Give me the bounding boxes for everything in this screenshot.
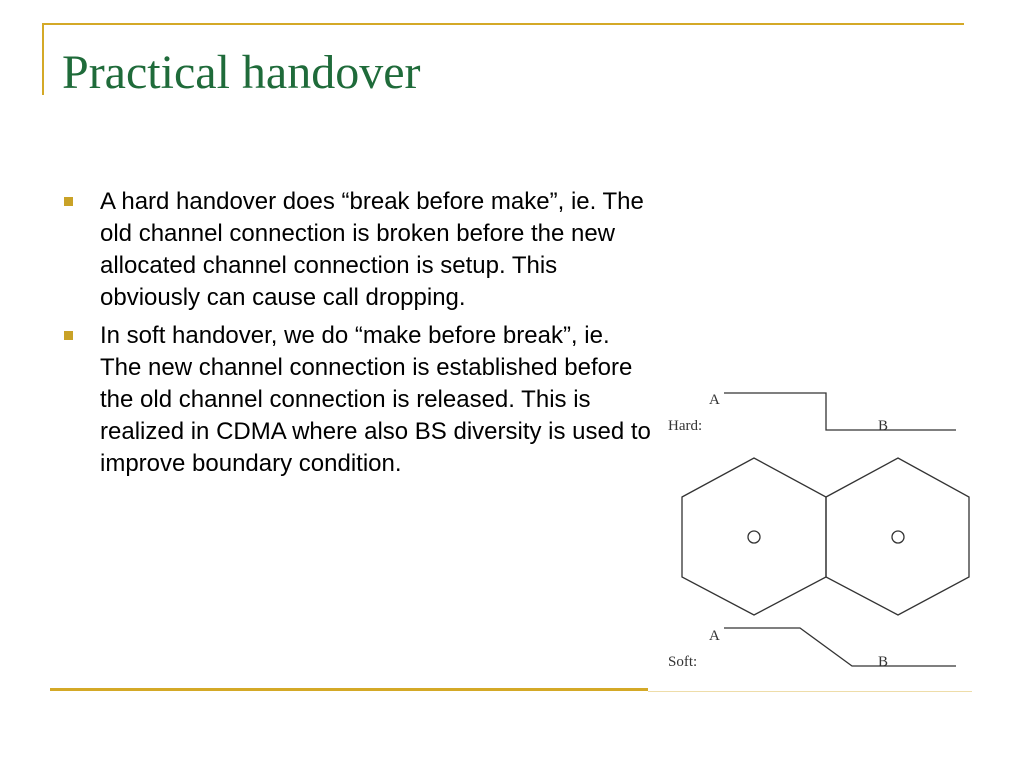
hard-handover-step-line (724, 393, 956, 430)
title-top-rule (42, 23, 964, 25)
slide-title: Practical handover (62, 46, 421, 99)
hard-b-label: B (878, 418, 889, 434)
bullet-text: A hard handover does “break before make”, ie. The old channel connection is broken before the new allocated channel connection is setup. This obviously can cause call dropping. (100, 188, 644, 311)
title-left-rule (42, 23, 44, 95)
bullet-item-soft-handover (62, 320, 652, 480)
hard-a-label: A (709, 392, 720, 408)
soft-label: Soft: (668, 654, 698, 670)
square-bullet-icon (64, 197, 73, 206)
hard-label: Hard: (668, 418, 703, 434)
handover-diagram (660, 385, 972, 680)
bullet-text: In soft handover, we do “make before break”, ie. The new channel connection is established before the old channel connection is released. This is realized in CDMA where also BS diversity is used to improve boundary condition. (100, 322, 651, 477)
soft-handover-slope-line (724, 628, 956, 666)
footer-rule (50, 688, 648, 691)
soft-a-label: A (709, 628, 720, 644)
soft-b-label: B (878, 654, 889, 670)
base-station-right-icon (892, 531, 904, 543)
cell-left-hexagon (682, 458, 826, 615)
footer-rule-faint (648, 691, 972, 692)
base-station-left-icon (748, 531, 760, 543)
square-bullet-icon (64, 331, 73, 340)
bullet-item-hard-handover (62, 186, 652, 314)
cell-right-hexagon (826, 458, 969, 615)
bullet-list (62, 186, 652, 486)
